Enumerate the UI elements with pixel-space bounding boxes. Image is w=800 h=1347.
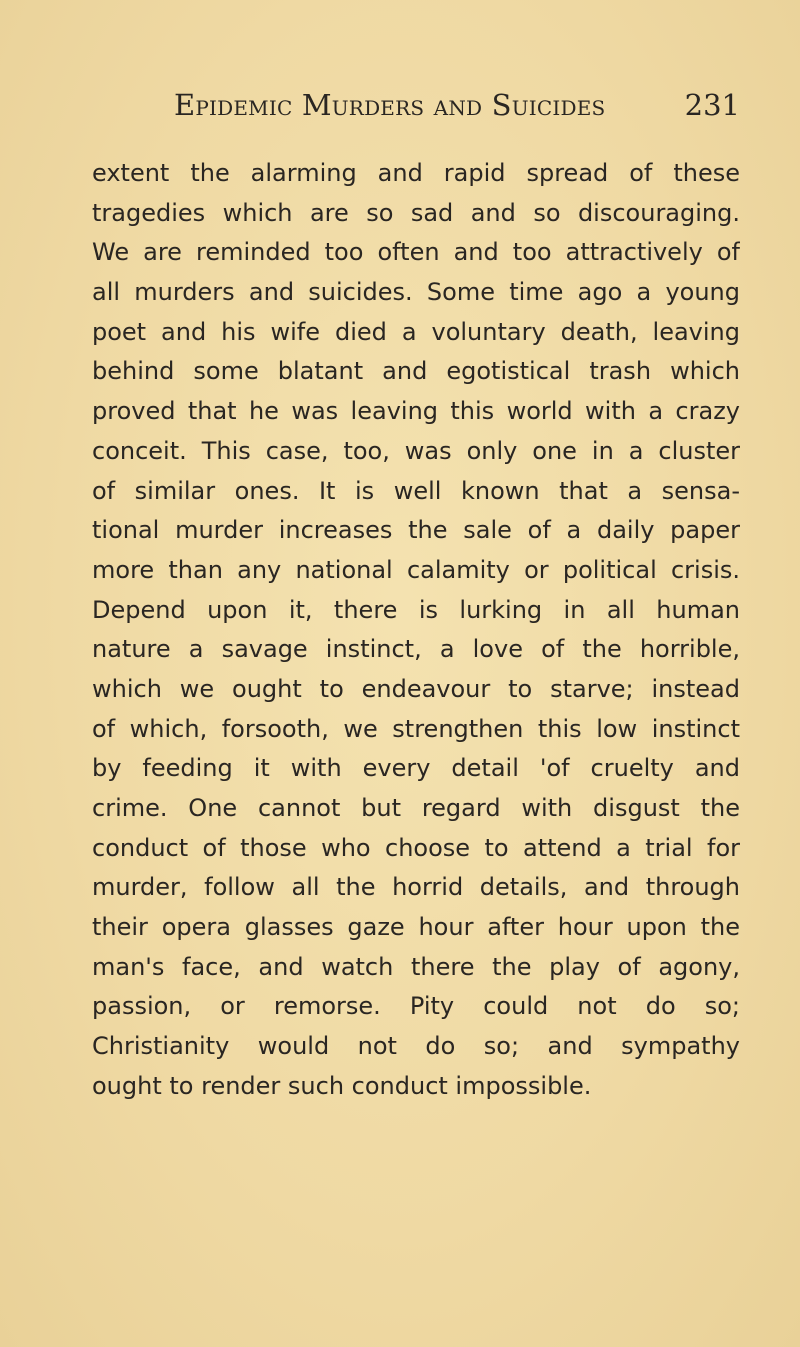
text-line: of similar ones. It is well known that a sensa- xyxy=(92,476,740,505)
body-text xyxy=(92,154,740,1107)
text-line: Depend upon it, there is lurking in all human xyxy=(92,595,740,624)
text-line: tragedies which are so sad and so discouraging. xyxy=(92,198,740,227)
text-line: Christianity would not do so; and sympathy xyxy=(92,1032,740,1061)
text-line: tional murder increases the sale of a daily paper xyxy=(92,516,740,545)
text-line: We are reminded too often and too attractively of xyxy=(92,238,740,267)
text-line: ought to render such conduct impossible. xyxy=(92,1071,592,1100)
text-line: man's face, and watch there the play of agony, xyxy=(92,952,740,981)
text-line: all murders and suicides. Some time ago a young xyxy=(92,278,740,307)
text-line: conceit. This case, too, was only one in a cluster xyxy=(92,436,740,465)
text-line: extent the alarming and rapid spread of these xyxy=(92,159,740,187)
text-line: passion, or remorse. Pity could not do so; xyxy=(92,992,740,1021)
text-line: which we ought to endeavour to starve; instead xyxy=(92,674,740,703)
text-line: by feeding it with every detail 'of cruelty and xyxy=(92,754,740,783)
text-line: crime. One cannot but regard with disgust the xyxy=(92,794,740,822)
text-line: proved that he was leaving this world with a crazy xyxy=(92,397,740,426)
text-line: murder, follow all the horrid details, and through xyxy=(92,873,740,902)
running-head xyxy=(174,88,740,138)
page-number: 231 xyxy=(684,88,740,122)
text-line: poet and his wife died a voluntary death, leaving xyxy=(92,317,740,346)
text-line: conduct of those who choose to attend a trial for xyxy=(92,833,740,862)
text-line: of which, forsooth, we strengthen this low instinct xyxy=(92,714,740,743)
text-line: their opera glasses gaze hour after hour upon the xyxy=(92,913,740,942)
text-line: more than any national calamity or political crisis. xyxy=(92,555,740,584)
running-title: Epidemic Murders and Suicides xyxy=(174,88,606,122)
text-line: behind some blatant and egotistical trash which xyxy=(92,357,740,386)
text-line: nature a savage instinct, a love of the horrible, xyxy=(92,635,740,664)
